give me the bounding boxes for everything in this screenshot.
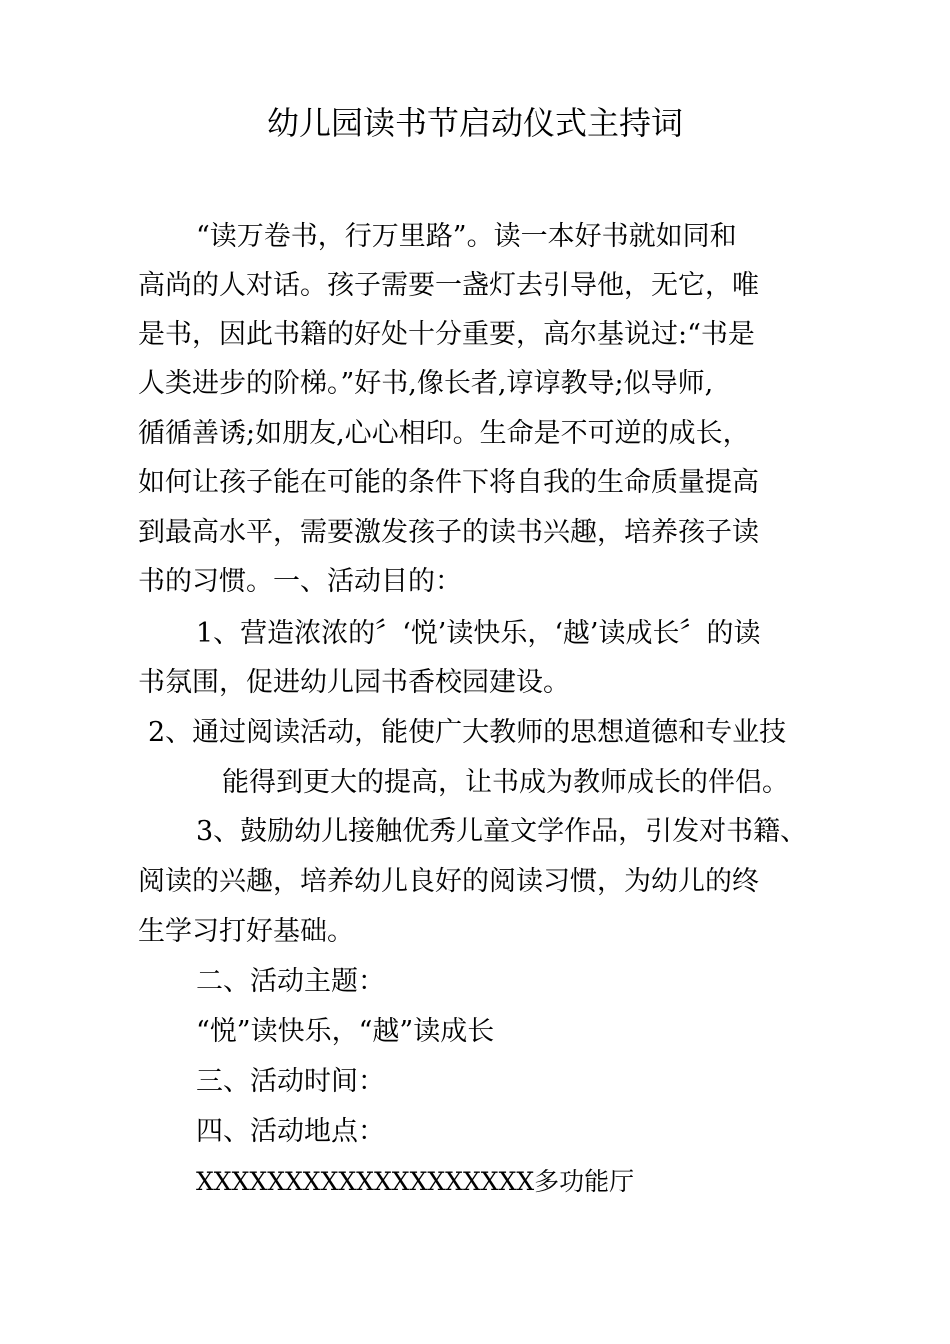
body-line: 1、营造浓浓的〞‘悦’读快乐，‘越’读成长〞的读 xyxy=(196,618,761,649)
section-heading: 三、活动时间： xyxy=(196,1066,385,1097)
body-line: 2、通过阅读活动，能使广大教师的思想道德和专业技 xyxy=(148,717,787,748)
body-line: 3、鼓励幼儿接触优秀儿童文学作品，引发对书籍、 xyxy=(196,816,808,847)
body-line: 人类进步的阶梯。”好书,像长者,谆谆教导;似导师, xyxy=(138,368,714,399)
body-line: 书的习惯。一、活动目的： xyxy=(138,566,462,597)
body-line: 书氛围，促进幼儿园书香校园建设。 xyxy=(138,667,570,698)
body-line: 能得到更大的提高，让书成为教师成长的伴侣。 xyxy=(222,767,789,798)
document-title: 幼儿园读书节启动仪式主持词 xyxy=(266,104,683,142)
body-line: “悦”读快乐，“越”读成长 xyxy=(196,1016,495,1047)
body-line: 高尚的人对话。孩子需要一盏灯去引导他，无它，唯 xyxy=(138,270,759,301)
section-heading: 二、活动主题： xyxy=(196,966,385,997)
body-line: 循循善诱;如朋友,心心相印。生命是不可逆的成长， xyxy=(138,418,750,449)
body-line: 生学习打好基础。 xyxy=(138,916,354,947)
body-line: 阅读的兴趣，培养幼儿良好的阅读习惯，为幼儿的终 xyxy=(138,866,759,897)
section-heading: 四、活动地点： xyxy=(196,1116,385,1147)
body-line: “读万卷书，行万里路”。读一本好书就如同和 xyxy=(196,221,737,252)
body-line: 如何让孩子能在可能的条件下将自我的生命质量提高 xyxy=(138,467,759,498)
body-line: 到最高水平，需要激发孩子的读书兴趣，培养孩子读 xyxy=(138,517,759,548)
body-line: 是书，因此书籍的好处十分重要，高尔基说过:“书是 xyxy=(138,319,755,350)
body-line: XXXXXXXXXXXXXXXXXXX多功能厅 xyxy=(196,1167,635,1196)
